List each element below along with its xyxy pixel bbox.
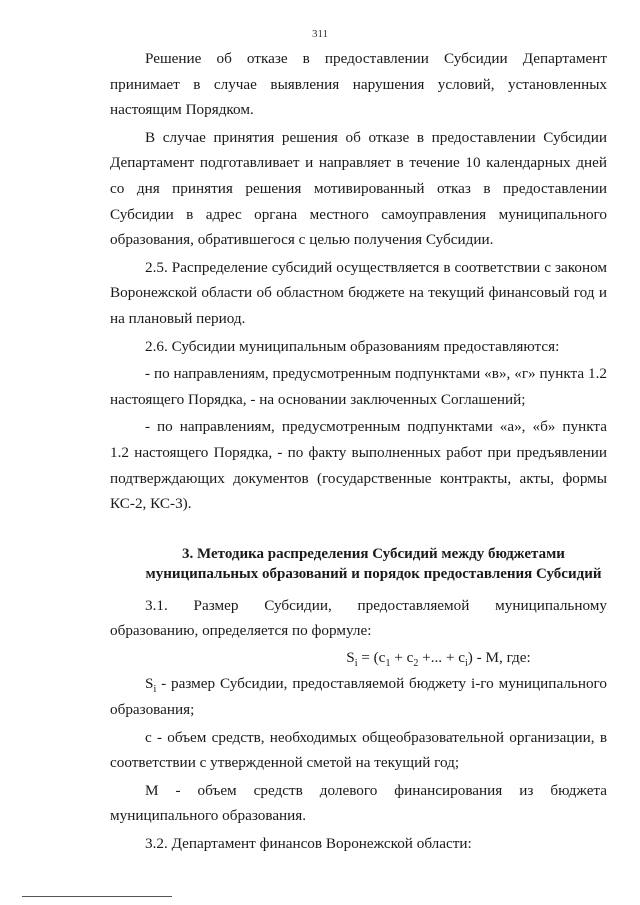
paragraph-refusal-notice: В случае принятия решения об отказе в предоставлении Субсидии Департамент подготавливает и направляет в течение 10 календарных дней со дня принятия решения мотивированный отказ в предоставлении Субсидии в адрес органа местного самоуправления муниципального образования, обратившегося с целью получения Субсидии. [110, 128, 607, 249]
paragraph-2-6-item-1: - по направлениям, предусмотренным подпунктами «в», «г» пункта 1.2 настоящего Порядка, - на основании заключенных Соглашений; [110, 365, 607, 408]
document-body [110, 46, 607, 857]
definition-s: $S_i$ - размер Субсидии, предоставляемой бюджету i-го муниципального образования; [110, 675, 607, 719]
paragraph-3-2: 3.2. Департамент финансов Воронежской области: [145, 835, 472, 853]
section-3-heading [110, 544, 607, 584]
section-3-heading-line-1: 3. Методика распределения Субсидий между бюджетами [182, 545, 565, 562]
paragraph-2-6-item-2: - по направлениям, предусмотренным подпунктами «а», «б» пункта 1.2 настоящего Порядка, - по факту выполненных работ при предъявлении подтверждающих документов (государственные контракты, акты, формы КС-2, КС-3). [110, 418, 607, 513]
section-3-heading-line-2: муниципальных образований и порядок предоставления Субсидий [145, 565, 602, 582]
paragraph-3-1: 3.1. Размер Субсидии, предоставляемой муниципальному образованию, определяется по формуле: [110, 596, 607, 640]
subsidy-formula: $S_i = (c_1 + c_2$ +... + $c_i$) - M, где: [346, 648, 531, 669]
paragraph-2-5: 2.5. Распределение субсидий осуществляется в соответствии с законом Воронежской области об областном бюджете на текущий финансовый год и на плановый период. [110, 258, 607, 327]
paragraph-refusal-decision: Решение об отказе в предоставлении Субсидии Департамент принимает в случае выявления нарушения условий, установленных настоящим Порядком. [110, 50, 607, 119]
footer-line [22, 896, 172, 897]
definition-m: М - объем средств долевого финансирования из бюджета муниципального образования. [110, 781, 607, 825]
page-number: 311 [311, 28, 329, 40]
paragraph-2-6: 2.6. Субсидии муниципальным образованиям предоставляются: [145, 337, 560, 355]
definition-c: c - объем средств, необходимых общеобразовательной организации, в соответствии с утвержденной сметой на текущий год; [110, 728, 607, 772]
